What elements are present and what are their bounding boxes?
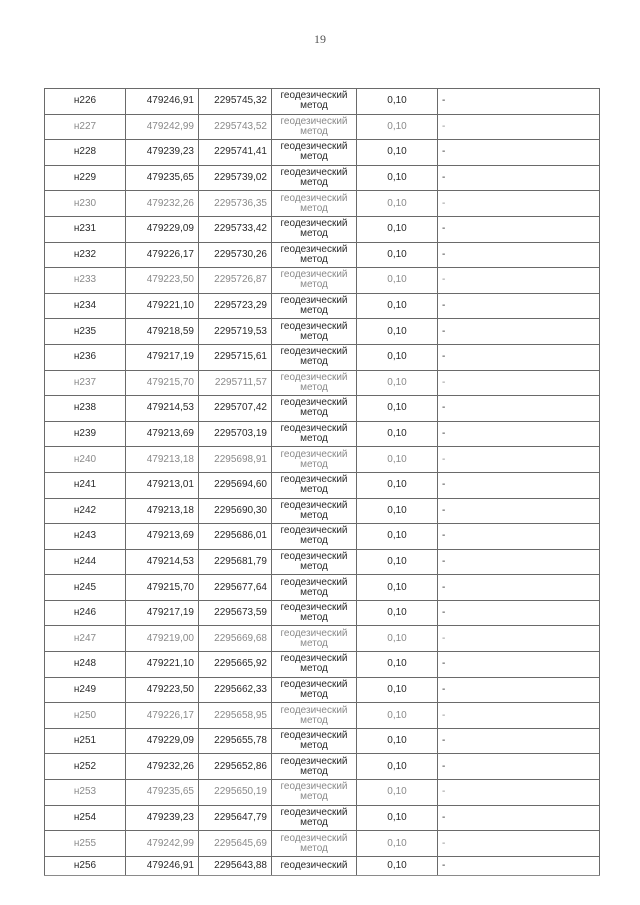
- y-coordinate-cell: 2295673,59: [199, 600, 272, 626]
- method-cell: [272, 805, 357, 831]
- accuracy-cell: 0,10: [357, 805, 438, 831]
- method-cell: [272, 652, 357, 678]
- y-coordinate-cell: 2295647,79: [199, 805, 272, 831]
- table-row: [45, 216, 600, 242]
- x-coordinate-cell: 479223,50: [126, 677, 199, 703]
- method-line-2: метод: [300, 305, 328, 317]
- y-coordinate-cell: 2295745,32: [199, 89, 272, 115]
- accuracy-cell: 0,10: [357, 191, 438, 217]
- table-row: [45, 626, 600, 652]
- accuracy-cell: 0,10: [357, 524, 438, 550]
- accuracy-cell: 0,10: [357, 114, 438, 140]
- accuracy-cell: 0,10: [357, 396, 438, 422]
- point-name-cell: н227: [45, 114, 126, 140]
- method-line-2: метод: [300, 458, 328, 470]
- point-name-cell: н230: [45, 191, 126, 217]
- method-line-2: метод: [300, 740, 328, 752]
- description-cell: -: [438, 831, 600, 857]
- method-cell: [272, 421, 357, 447]
- y-coordinate-cell: 2295662,33: [199, 677, 272, 703]
- description-cell: -: [438, 216, 600, 242]
- method-line-2: метод: [300, 228, 328, 240]
- y-coordinate-cell: 2295658,95: [199, 703, 272, 729]
- description-cell: -: [438, 293, 600, 319]
- table-row: [45, 191, 600, 217]
- x-coordinate-cell: 479213,69: [126, 524, 199, 550]
- table-row: [45, 728, 600, 754]
- y-coordinate-cell: 2295719,53: [199, 319, 272, 345]
- x-coordinate-cell: 479246,91: [126, 89, 199, 115]
- point-name-cell: н235: [45, 319, 126, 345]
- accuracy-cell: 0,10: [357, 319, 438, 345]
- accuracy-cell: 0,10: [357, 575, 438, 601]
- y-coordinate-cell: 2295730,26: [199, 242, 272, 268]
- description-cell: -: [438, 600, 600, 626]
- method-line-2: метод: [300, 535, 328, 547]
- method-cell: [272, 396, 357, 422]
- table-row: [45, 703, 600, 729]
- accuracy-cell: 0,10: [357, 780, 438, 806]
- y-coordinate-cell: 2295681,79: [199, 549, 272, 575]
- accuracy-cell: 0,10: [357, 831, 438, 857]
- y-coordinate-cell: 2295643,88: [199, 856, 272, 875]
- method-line-1: геодезический: [280, 269, 348, 281]
- method-line-1: геодезический: [280, 320, 348, 332]
- accuracy-cell: 0,10: [357, 140, 438, 166]
- method-line-1: геодезический: [280, 141, 348, 153]
- point-name-cell: н251: [45, 728, 126, 754]
- method-line-1: геодезический: [280, 448, 348, 460]
- method-cell: [272, 140, 357, 166]
- y-coordinate-cell: 2295652,86: [199, 754, 272, 780]
- method-line-1: геодезический: [280, 678, 348, 690]
- method-line-1: геодезический: [280, 704, 348, 716]
- point-name-cell: н250: [45, 703, 126, 729]
- point-name-cell: н243: [45, 524, 126, 550]
- method-line-2: метод: [300, 509, 328, 521]
- y-coordinate-cell: 2295694,60: [199, 472, 272, 498]
- method-line-2: метод: [300, 663, 328, 675]
- method-line-1: геодезический: [280, 576, 348, 588]
- accuracy-cell: 0,10: [357, 626, 438, 652]
- method-cell: [272, 677, 357, 703]
- description-cell: -: [438, 805, 600, 831]
- method-line-1: геодезический: [280, 192, 348, 204]
- y-coordinate-cell: 2295686,01: [199, 524, 272, 550]
- method-line-1: геодезический: [280, 859, 348, 871]
- method-cell: [272, 626, 357, 652]
- method-line-2: метод: [300, 842, 328, 854]
- y-coordinate-cell: 2295715,61: [199, 344, 272, 370]
- description-cell: -: [438, 191, 600, 217]
- description-cell: -: [438, 165, 600, 191]
- point-name-cell: н246: [45, 600, 126, 626]
- accuracy-cell: 0,10: [357, 549, 438, 575]
- method-line-2: метод: [300, 688, 328, 700]
- y-coordinate-cell: 2295733,42: [199, 216, 272, 242]
- method-line-2: метод: [300, 714, 328, 726]
- description-cell: -: [438, 114, 600, 140]
- point-name-cell: н240: [45, 447, 126, 473]
- table-row: [45, 293, 600, 319]
- point-name-cell: н226: [45, 89, 126, 115]
- method-line-2: метод: [300, 612, 328, 624]
- method-line-1: геодезический: [280, 832, 348, 844]
- description-cell: -: [438, 370, 600, 396]
- y-coordinate-cell: 2295741,41: [199, 140, 272, 166]
- method-line-2: метод: [300, 407, 328, 419]
- description-cell: -: [438, 677, 600, 703]
- method-line-1: геодезический: [280, 806, 348, 818]
- method-line-1: геодезический: [280, 602, 348, 614]
- method-line-1: геодезический: [280, 627, 348, 639]
- y-coordinate-cell: 2295736,35: [199, 191, 272, 217]
- x-coordinate-cell: 479223,50: [126, 268, 199, 294]
- method-line-1: геодезический: [280, 525, 348, 537]
- point-name-cell: н231: [45, 216, 126, 242]
- method-line-1: геодезический: [280, 346, 348, 358]
- table-row: [45, 856, 600, 875]
- method-cell: [272, 268, 357, 294]
- point-name-cell: н247: [45, 626, 126, 652]
- method-line-2: метод: [300, 177, 328, 189]
- accuracy-cell: 0,10: [357, 600, 438, 626]
- point-name-cell: н232: [45, 242, 126, 268]
- table-row: [45, 549, 600, 575]
- method-cell: [272, 754, 357, 780]
- method-line-2: метод: [300, 560, 328, 572]
- point-name-cell: н239: [45, 421, 126, 447]
- x-coordinate-cell: 479215,70: [126, 575, 199, 601]
- description-cell: -: [438, 319, 600, 345]
- table-row: [45, 268, 600, 294]
- x-coordinate-cell: 479221,10: [126, 652, 199, 678]
- method-cell: [272, 498, 357, 524]
- description-cell: -: [438, 575, 600, 601]
- method-line-2: метод: [300, 356, 328, 368]
- accuracy-cell: 0,10: [357, 242, 438, 268]
- accuracy-cell: 0,10: [357, 652, 438, 678]
- y-coordinate-cell: 2295665,92: [199, 652, 272, 678]
- method-cell: [272, 370, 357, 396]
- description-cell: -: [438, 421, 600, 447]
- x-coordinate-cell: 479214,53: [126, 396, 199, 422]
- method-line-2: метод: [300, 381, 328, 393]
- method-line-1: геодезический: [280, 295, 348, 307]
- x-coordinate-cell: 479221,10: [126, 293, 199, 319]
- y-coordinate-cell: 2295739,02: [199, 165, 272, 191]
- method-line-1: геодезический: [280, 243, 348, 255]
- method-line-1: геодезический: [280, 653, 348, 665]
- method-line-2: метод: [300, 484, 328, 496]
- table-row: [45, 575, 600, 601]
- point-name-cell: н238: [45, 396, 126, 422]
- page-number: 19: [314, 32, 326, 46]
- x-coordinate-cell: 479229,09: [126, 216, 199, 242]
- method-line-1: геодезический: [280, 550, 348, 562]
- method-line-2: метод: [300, 791, 328, 803]
- table-row: [45, 472, 600, 498]
- table-row: [45, 831, 600, 857]
- method-line-1: геодезический: [280, 474, 348, 486]
- y-coordinate-cell: 2295726,87: [199, 268, 272, 294]
- description-cell: -: [438, 728, 600, 754]
- table-row: [45, 805, 600, 831]
- table-row: [45, 370, 600, 396]
- accuracy-cell: 0,10: [357, 421, 438, 447]
- method-line-1: геодезический: [280, 755, 348, 767]
- y-coordinate-cell: 2295698,91: [199, 447, 272, 473]
- x-coordinate-cell: 479215,70: [126, 370, 199, 396]
- x-coordinate-cell: 479239,23: [126, 805, 199, 831]
- point-name-cell: н237: [45, 370, 126, 396]
- method-cell: [272, 472, 357, 498]
- method-line-2: метод: [300, 151, 328, 163]
- x-coordinate-cell: 479229,09: [126, 728, 199, 754]
- description-cell: -: [438, 626, 600, 652]
- accuracy-cell: 0,10: [357, 344, 438, 370]
- description-cell: -: [438, 89, 600, 115]
- method-line-1: геодезический: [280, 371, 348, 383]
- x-coordinate-cell: 479218,59: [126, 319, 199, 345]
- table-row: [45, 140, 600, 166]
- x-coordinate-cell: 479213,01: [126, 472, 199, 498]
- method-cell: [272, 831, 357, 857]
- x-coordinate-cell: 479232,26: [126, 191, 199, 217]
- point-name-cell: н253: [45, 780, 126, 806]
- accuracy-cell: 0,10: [357, 89, 438, 115]
- table-row: [45, 114, 600, 140]
- accuracy-cell: 0,10: [357, 370, 438, 396]
- x-coordinate-cell: 479213,18: [126, 447, 199, 473]
- point-name-cell: н248: [45, 652, 126, 678]
- y-coordinate-cell: 2295645,69: [199, 831, 272, 857]
- x-coordinate-cell: 479217,19: [126, 344, 199, 370]
- coordinates-table: [44, 88, 600, 876]
- table-row: [45, 677, 600, 703]
- method-cell: [272, 89, 357, 115]
- x-coordinate-cell: 479235,65: [126, 165, 199, 191]
- description-cell: -: [438, 268, 600, 294]
- accuracy-cell: 0,10: [357, 216, 438, 242]
- method-cell: [272, 549, 357, 575]
- point-name-cell: н255: [45, 831, 126, 857]
- y-coordinate-cell: 2295743,52: [199, 114, 272, 140]
- x-coordinate-cell: 479239,23: [126, 140, 199, 166]
- description-cell: -: [438, 396, 600, 422]
- method-line-2: метод: [300, 765, 328, 777]
- x-coordinate-cell: 479217,19: [126, 600, 199, 626]
- accuracy-cell: 0,10: [357, 498, 438, 524]
- method-line-1: геодезический: [280, 218, 348, 230]
- description-cell: -: [438, 703, 600, 729]
- method-cell: [272, 780, 357, 806]
- y-coordinate-cell: 2295669,68: [199, 626, 272, 652]
- table-row: [45, 89, 600, 115]
- x-coordinate-cell: 479213,18: [126, 498, 199, 524]
- accuracy-cell: 0,10: [357, 754, 438, 780]
- description-cell: -: [438, 242, 600, 268]
- table-row: [45, 524, 600, 550]
- method-line-2: метод: [300, 253, 328, 265]
- method-cell: [272, 856, 357, 875]
- y-coordinate-cell: 2295707,42: [199, 396, 272, 422]
- point-name-cell: н244: [45, 549, 126, 575]
- x-coordinate-cell: 479219,00: [126, 626, 199, 652]
- description-cell: -: [438, 140, 600, 166]
- method-line-1: геодезический: [280, 423, 348, 435]
- method-line-1: геодезический: [280, 167, 348, 179]
- method-cell: [272, 524, 357, 550]
- point-name-cell: н245: [45, 575, 126, 601]
- y-coordinate-cell: 2295650,19: [199, 780, 272, 806]
- method-line-2: метод: [300, 586, 328, 598]
- coordinates-table-body: [45, 89, 600, 876]
- method-cell: [272, 600, 357, 626]
- description-cell: -: [438, 472, 600, 498]
- table-row: [45, 600, 600, 626]
- method-line-2: метод: [300, 125, 328, 137]
- method-line-2: метод: [300, 202, 328, 214]
- y-coordinate-cell: 2295655,78: [199, 728, 272, 754]
- method-cell: [272, 242, 357, 268]
- x-coordinate-cell: 479246,91: [126, 856, 199, 875]
- method-cell: [272, 293, 357, 319]
- point-name-cell: н236: [45, 344, 126, 370]
- method-cell: [272, 703, 357, 729]
- method-line-1: геодезический: [280, 730, 348, 742]
- point-name-cell: н241: [45, 472, 126, 498]
- method-line-2: метод: [300, 637, 328, 649]
- description-cell: -: [438, 524, 600, 550]
- description-cell: -: [438, 754, 600, 780]
- y-coordinate-cell: 2295690,30: [199, 498, 272, 524]
- accuracy-cell: 0,10: [357, 472, 438, 498]
- x-coordinate-cell: 479214,53: [126, 549, 199, 575]
- description-cell: -: [438, 498, 600, 524]
- method-line-1: геодезический: [280, 115, 348, 127]
- y-coordinate-cell: 2295711,57: [199, 370, 272, 396]
- x-coordinate-cell: 479232,26: [126, 754, 199, 780]
- x-coordinate-cell: 479242,99: [126, 114, 199, 140]
- method-line-1: геодезический: [280, 397, 348, 409]
- x-coordinate-cell: 479226,17: [126, 242, 199, 268]
- accuracy-cell: 0,10: [357, 165, 438, 191]
- x-coordinate-cell: 479242,99: [126, 831, 199, 857]
- table-row: [45, 396, 600, 422]
- point-name-cell: н228: [45, 140, 126, 166]
- method-cell: [272, 114, 357, 140]
- description-cell: -: [438, 856, 600, 875]
- method-cell: [272, 191, 357, 217]
- table-row: [45, 344, 600, 370]
- method-line-2: метод: [300, 100, 328, 112]
- table-row: [45, 652, 600, 678]
- point-name-cell: н249: [45, 677, 126, 703]
- accuracy-cell: 0,10: [357, 447, 438, 473]
- accuracy-cell: 0,10: [357, 728, 438, 754]
- method-cell: [272, 165, 357, 191]
- x-coordinate-cell: 479235,65: [126, 780, 199, 806]
- accuracy-cell: 0,10: [357, 268, 438, 294]
- table-row: [45, 780, 600, 806]
- x-coordinate-cell: 479226,17: [126, 703, 199, 729]
- description-cell: -: [438, 447, 600, 473]
- point-name-cell: н254: [45, 805, 126, 831]
- method-line-1: геодезический: [280, 499, 348, 511]
- accuracy-cell: 0,10: [357, 293, 438, 319]
- method-cell: [272, 447, 357, 473]
- method-cell: [272, 728, 357, 754]
- description-cell: -: [438, 344, 600, 370]
- description-cell: -: [438, 780, 600, 806]
- method-line-1: геодезический: [280, 781, 348, 793]
- table-row: [45, 421, 600, 447]
- method-line-2: метод: [300, 330, 328, 342]
- method-line-2: метод: [300, 433, 328, 445]
- method-line-2: метод: [300, 816, 328, 828]
- x-coordinate-cell: 479213,69: [126, 421, 199, 447]
- description-cell: -: [438, 652, 600, 678]
- description-cell: -: [438, 549, 600, 575]
- y-coordinate-cell: 2295677,64: [199, 575, 272, 601]
- method-line-2: метод: [300, 279, 328, 291]
- method-cell: [272, 575, 357, 601]
- table-row: [45, 498, 600, 524]
- point-name-cell: н256: [45, 856, 126, 875]
- method-line-1: геодезический: [280, 90, 348, 102]
- table-row: [45, 319, 600, 345]
- table-row: [45, 165, 600, 191]
- table-row: [45, 242, 600, 268]
- accuracy-cell: 0,10: [357, 856, 438, 875]
- point-name-cell: н252: [45, 754, 126, 780]
- point-name-cell: н234: [45, 293, 126, 319]
- point-name-cell: н233: [45, 268, 126, 294]
- accuracy-cell: 0,10: [357, 703, 438, 729]
- y-coordinate-cell: 2295723,29: [199, 293, 272, 319]
- method-cell: [272, 216, 357, 242]
- accuracy-cell: 0,10: [357, 677, 438, 703]
- method-cell: [272, 344, 357, 370]
- table-row: [45, 447, 600, 473]
- method-cell: [272, 319, 357, 345]
- y-coordinate-cell: 2295703,19: [199, 421, 272, 447]
- point-name-cell: н229: [45, 165, 126, 191]
- point-name-cell: н242: [45, 498, 126, 524]
- table-row: [45, 754, 600, 780]
